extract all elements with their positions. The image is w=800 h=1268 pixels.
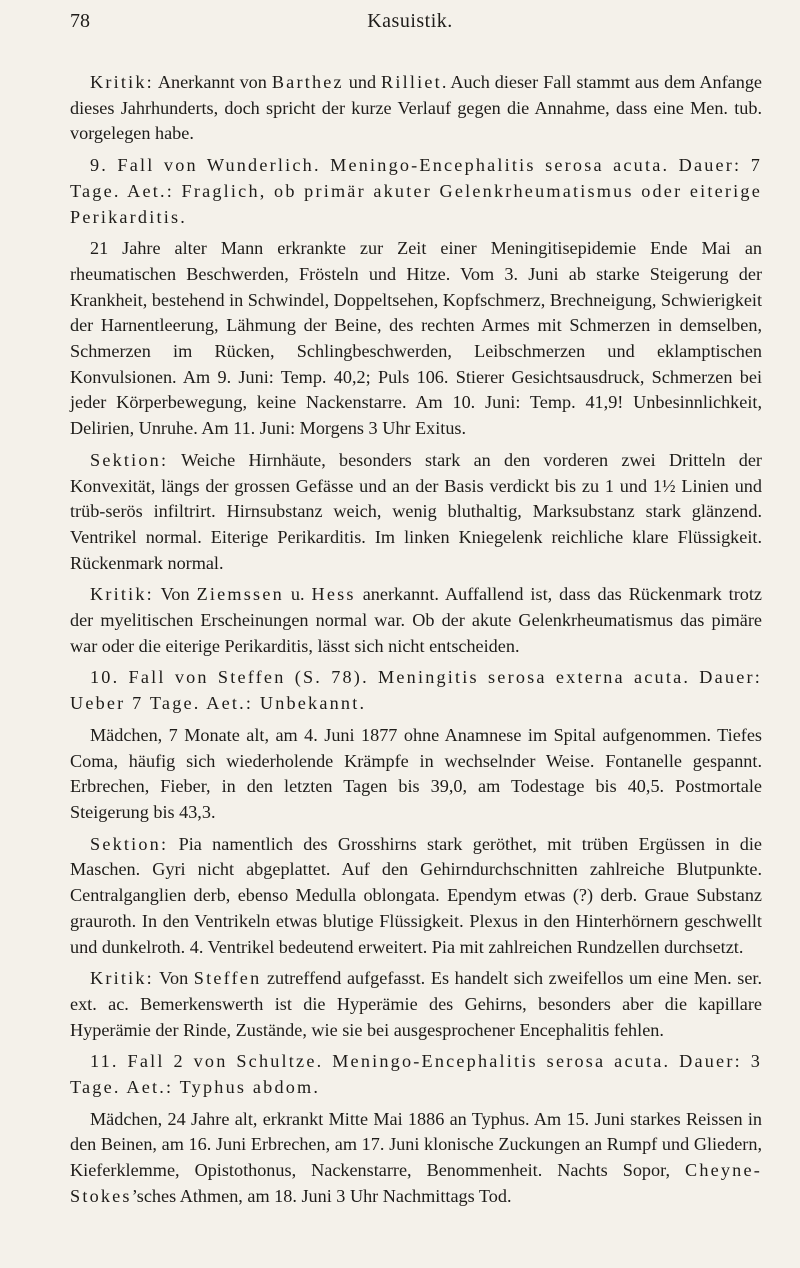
text-run: ’sches Athmen, am 18. Juni 3 Uhr Nachmittags Tod.: [131, 1185, 512, 1206]
text-run: 9. Fall von Wunderlich. Meningo-Encephalitis serosa acuta. Dauer: 7 Tage. Aet.: Fraglich, ob primär akuter Gelenkrheumatismus oder eiterige Perikarditis.: [70, 155, 762, 227]
kritik-fall-9: [70, 582, 762, 659]
text-run: Steffen: [193, 968, 262, 989]
case-heading-fall-11: [70, 1049, 762, 1100]
case-heading-fall-9: [70, 153, 762, 230]
text-run: Rilliet: [381, 72, 442, 92]
body-text: [70, 70, 762, 1216]
text-run: Kritik:: [90, 584, 154, 605]
text-run: und: [343, 72, 382, 92]
kritik-fall-10: [70, 966, 762, 1043]
text-run: Barthez: [271, 72, 344, 92]
text-run: Cheyne-Stokes: [70, 1160, 762, 1206]
text-run: Hess: [311, 584, 356, 605]
text-run: Kritik:: [90, 72, 154, 92]
sektion-fall-9: [70, 448, 762, 577]
text-run: Von: [153, 584, 197, 605]
text-run: Von: [153, 968, 194, 989]
text-run: . Auch dieser Fall stammt aus dem Anfange dieses Jahrhunderts, doch spricht der kurze Verlauf gegen die Annahme, dass eine Men. tub. vorgelegen habe.: [70, 72, 763, 144]
paragraph-kritik-fall-8: [70, 70, 762, 147]
text-run: 10. Fall von Steffen (S. 78). Meningitis serosa externa acuta. Dauer: Ueber 7 Tage. Aet.: Unbekannt.: [70, 667, 762, 714]
case-history-fall-11: [70, 1107, 762, 1210]
text-run: 11. Fall 2 von Schultze. Meningo-Encephalitis serosa acuta. Dauer: 3 Tage. Aet.: Typhus abdom.: [70, 1051, 762, 1098]
text-run: Ziemssen: [196, 584, 284, 605]
text-run: Sektion:: [90, 449, 169, 470]
text-run: Mädchen, 24 Jahre alt, erkrankt Mitte Mai 1886 an Typhus. Am 15. Juni starkes Reissen in den Beinen, am 16. Juni Erbrechen, am 17. Juni klonische Zuckungen an Rumpf und Gliedern, Kieferklemme, Opistothonus, Nackenstarre, Benommenheit. Nachts Sopor,: [70, 1108, 762, 1181]
text-run: Anerkannt von: [153, 72, 272, 92]
text-run: zutreffend aufgefasst. Es handelt sich zweifellos um eine Men. ser. ext. ac. Bemerkenswerth ist die Hyperämie des Gehirns, besonders aber die kapillare Hyperämie der Rinde, Zustände, wie sie bei ausgesprochener Encephalitis fehlen.: [70, 968, 762, 1040]
sektion-fall-10: [70, 832, 762, 961]
text-run: Pia namentlich des Grosshirns stark geröthet, mit trüben Ergüssen in die Maschen. Gyri nicht abgeplattet. Auf den Gehirndurchschnitten zahlreiche Blutpunkte. Centralganglien derb, ebenso Medulla oblongata. Ependym etwas (?) derb. Graue Substanz grauroth. In den Ventrikeln etwas blutige Flüssigkeit. Plexus in den Hinterhörnern geschwellt und dunkelroth. 4. Ventrikel bedeutend erweitert. Pia mit zahlreichen Rundzellen durchsetzt.: [70, 833, 762, 957]
case-history-fall-10: [70, 723, 762, 826]
text-run: u.: [283, 584, 312, 605]
text-run: Weiche Hirnhäute, besonders stark an den vorderen zwei Dritteln der Konvexität, längs der grossen Gefässe und an der Basis verdickt bis zu 1 und 1½ Linien und trüb-serös infiltrirt. Hirnsubstanz weich, wenig bluthaltig, Marksubstanz stark glänzend. Ventrikel normal. Eiterige Perikarditis. Im linken Kniegelenk reichliche klare Flüssigkeit. Rückenmark normal.: [70, 449, 762, 573]
text-run: Mädchen, 7 Monate alt, am 4. Juni 1877 ohne Anamnese im Spital aufgenommen. Tiefes Coma, häufig sich wiederholende Krämpfe in wechselnder Weise. Fontanelle gespannt. Erbrechen, Fieber, in den letzten Tagen bis 39,0, am Todestage bis 40,5. Postmortale Steigerung bis 43,3.: [70, 724, 762, 822]
text-run: Sektion:: [90, 833, 169, 854]
case-history-fall-9: [70, 236, 762, 442]
running-title: Kasuistik.: [367, 10, 453, 32]
case-heading-fall-10: [70, 665, 762, 716]
text-run: 21 Jahre alter Mann erkrankte zur Zeit einer Meningitisepidemie Ende Mai an rheumatischen Beschwerden, Frösteln und Hitze. Vom 3. Juni ab starke Steigerung der Krankheit, bestehend in Schwindel, Doppeltsehen, Kopfschmerz, Brechneigung, Schwierigkeit der Harnentleerung, Lähmung der Beine, des rechten Armes mit Schmerzen in demselben, Schmerzen im Rücken, Schlingbeschwerden, Leibschmerzen und eklamptischen Konvulsionen. Am 9. Juni: Temp. 40,2; Puls 106. Stierer Gesichtsausdruck, Schmerzen bei jeder Körperbewegung, keine Nackenstarre. Am 10. Juni: Temp. 41,9! Unbesinnlichkeit, Delirien, Unruhe. Am 11. Juni: Morgens 3 Uhr Exitus.: [70, 238, 762, 439]
page-header: [70, 10, 750, 36]
text-run: Kritik:: [90, 968, 154, 989]
text-run: anerkannt. Auffallend ist, dass das Rückenmark trotz der myelitischen Erscheinungen normal war. Ob der akute Gelenkrheumatismus das pimäre war oder die eiterige Perikarditis, lässt sich nicht entscheiden.: [70, 584, 763, 656]
page-number: 78: [70, 10, 90, 32]
